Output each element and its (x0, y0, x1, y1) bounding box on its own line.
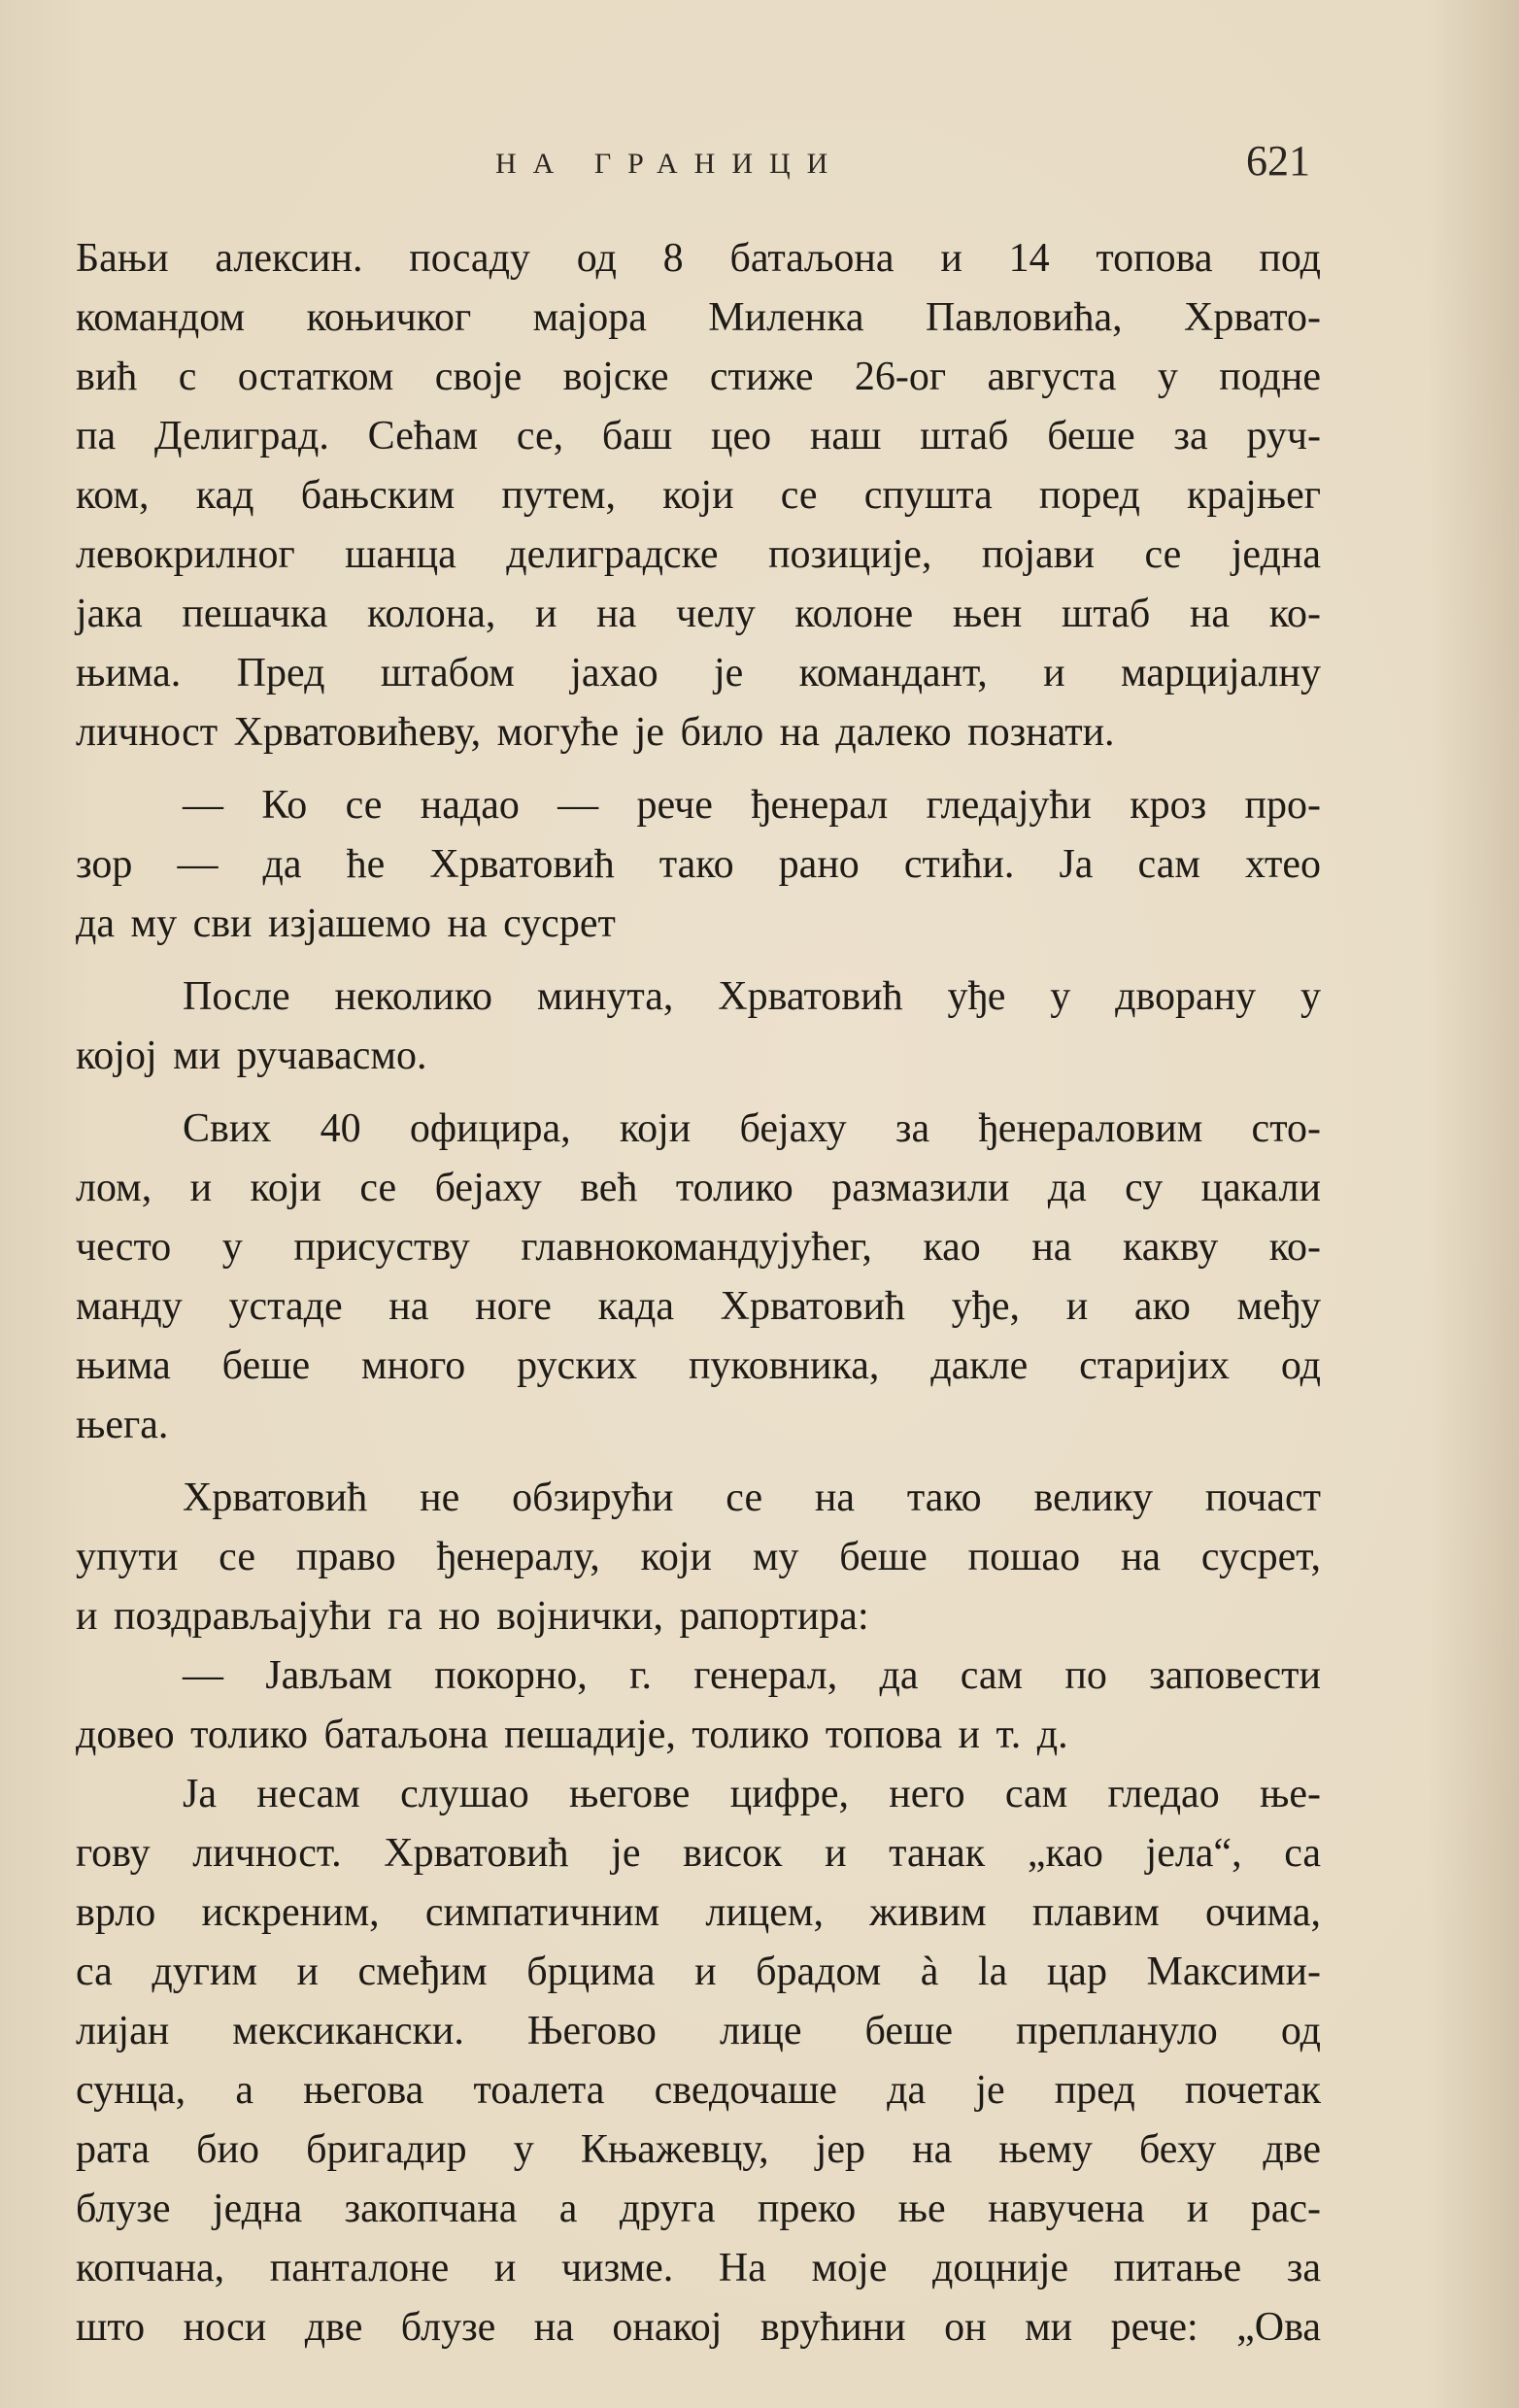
text-line: често у присуству главнокомандујућег, као на какву ко- (76, 1225, 1321, 1270)
text-line: — Ко се надао — рече ђенерал гледајући кроз про- (183, 783, 1321, 828)
text-line: врло искреним, симпатичним лицем, живим плавим очима, (76, 1890, 1321, 1935)
text-line: зор — да ће Хрватовић тако рано стићи. Ја сам хтео (76, 842, 1321, 887)
text-line: њима. Пред штабом јахао је командант, и марцијалну (76, 651, 1321, 695)
text-line: Бањи алексин. посаду од 8 батаљона и 14 топова под (76, 236, 1321, 281)
text-line: да му сви изјашемо на сусрет (76, 901, 616, 946)
text-line: довео толико батаљона пешадије, толико топова и т. д. (76, 1713, 1068, 1757)
text-line: Ја несам слушао његове цифре, него сам гледао ње- (183, 1772, 1321, 1816)
text-line: копчана, панталоне и чизме. На моје доцније питање за (76, 2246, 1321, 2290)
paragraph (76, 229, 1321, 763)
paragraph (76, 967, 1321, 1086)
page-number: 621 (1246, 137, 1310, 185)
running-title: НА ГРАНИЦИ (495, 148, 845, 180)
text-line: лијан мексикански. Његово лице беше преплануло од (76, 2009, 1321, 2053)
text-line: којој ми ручавасмо. (76, 1034, 427, 1078)
text-line: лом, и који се бејаху већ толико размазили да су цакали (76, 1166, 1321, 1210)
text-line: Хрватовић не обзирући се на тако велику почаст (183, 1475, 1321, 1520)
running-head (0, 136, 1519, 194)
text-line: па Делиград. Сећам се, баш цео наш штаб беше за руч- (76, 414, 1321, 458)
paragraph (76, 1469, 1321, 1646)
text-line: њега. (76, 1403, 169, 1447)
text-line: блузе једна закопчана а друга преко ње навучена и рас- (76, 2187, 1321, 2231)
text-line: што носи две блузе на онакој врућини он ми рече: „Ова (76, 2305, 1321, 2350)
text-line: и поздрављајући га но војнички, рапортира: (76, 1594, 869, 1639)
text-line: са дугим и смеђим брцима и брадом à la цар Максими- (76, 1950, 1321, 1994)
text-line: рата био бригадир у Књажевцу, јер на њему беху две (76, 2127, 1321, 2172)
text-line: манду устаде на ноге када Хрватовић уђе, и ако међу (76, 1284, 1321, 1329)
text-line: личност Хрватовићеву, могуће је било на далеко познати. (76, 710, 1115, 755)
body-text (76, 229, 1321, 2357)
paragraph (76, 1765, 1321, 2357)
text-line: ком, кад бањским путем, који се спушта поред крајњег (76, 473, 1321, 518)
text-line: Свих 40 официра, који бејаху за ђенераловим сто- (183, 1106, 1321, 1151)
text-line: После неколико минута, Хрватовић уђе у дворану у (183, 974, 1321, 1019)
paragraph (76, 776, 1321, 954)
text-line: јака пешачка колона, и на челу колоне њен штаб на ко- (76, 592, 1321, 636)
text-line: — Јављам покорно, г. генерал, да сам по заповести (183, 1653, 1321, 1698)
paragraph (76, 1646, 1321, 1765)
text-line: левокрилног шанца делиградске позиције, појави се једна (76, 532, 1321, 577)
text-line: њима беше много руских пуковника, дакле старијих од (76, 1343, 1321, 1388)
paragraph (76, 1100, 1321, 1455)
text-line: сунца, а његова тоалета сведочаше да је пред почетак (76, 2068, 1321, 2113)
text-line: гову личност. Хрватовић је висок и танак „као јела“, са (76, 1831, 1321, 1876)
text-line: командом коњичког мајора Миленка Павловића, Хрвато- (76, 295, 1321, 340)
text-line: вић с остатком своје војске стиже 26-ог августа у подне (76, 355, 1321, 399)
text-line: упути се право ђенералу, који му беше пошао на сусрет, (76, 1535, 1321, 1579)
